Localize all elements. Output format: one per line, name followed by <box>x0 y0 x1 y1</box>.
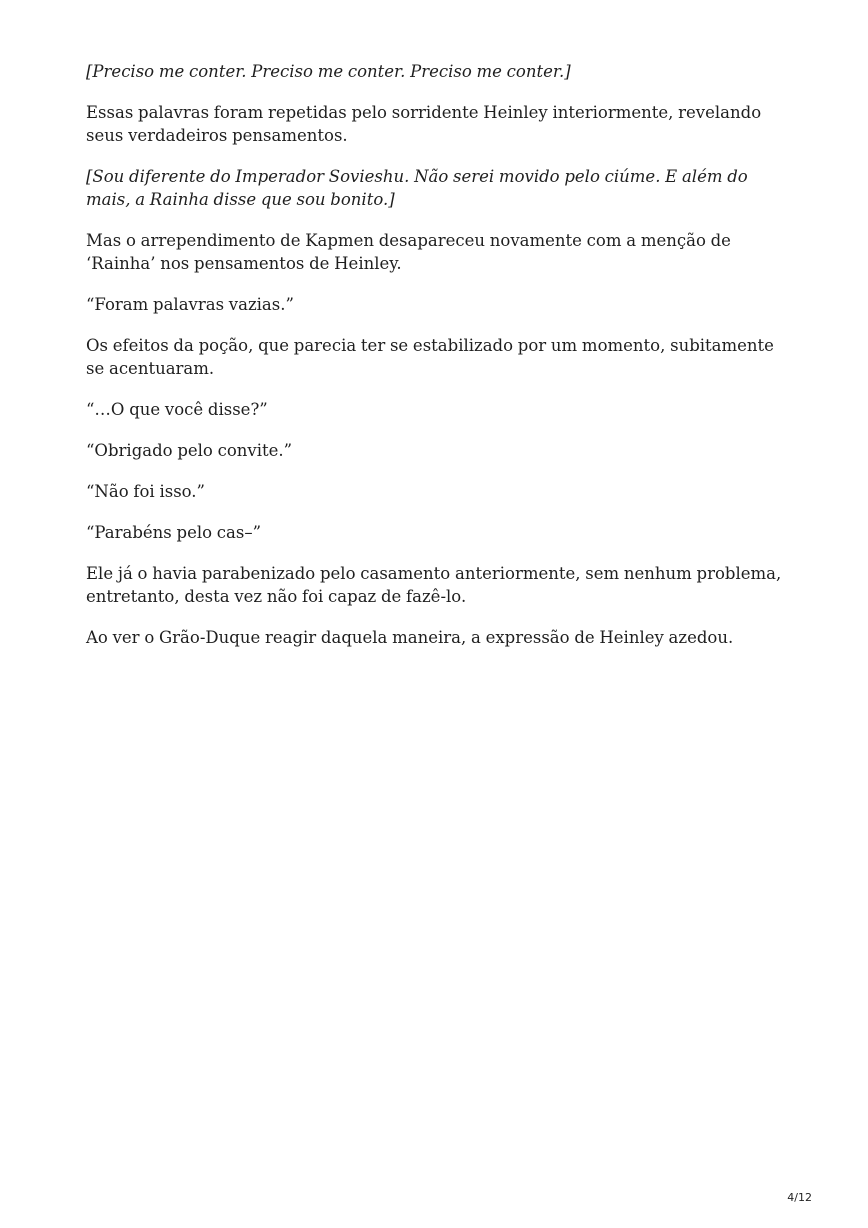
document-body <box>86 60 786 667</box>
paragraph-dialogue-4: “Não foi isso.” <box>86 482 205 501</box>
paragraph-narration-5: Ao ver o Grão-Duque reagir daquela maneira, a expressão de Heinley azedou. <box>86 628 734 647</box>
paragraph-dialogue-1: “Foram palavras vazias.” <box>86 295 294 314</box>
paragraph-narration-2: Mas o arrependimento de Kapmen desapareceu novamente com a menção de ‘Rainha’ nos pensamentos de Heinley. <box>86 231 731 273</box>
paragraph-thought-2: [Sou diferente do Imperador Sovieshu. Não serei movido pelo ciúme. E além do mais, a Rainha disse que sou bonito.] <box>86 167 748 209</box>
paragraph-dialogue-2: “…O que você disse?” <box>86 400 268 419</box>
paragraph-narration-3: Os efeitos da poção, que parecia ter se estabilizado por um momento, subitamente se acentuaram. <box>86 336 774 378</box>
paragraph-thought-1: [Preciso me conter. Preciso me conter. Preciso me conter.] <box>86 62 571 81</box>
page-number: 4/12 <box>787 1191 812 1204</box>
paragraph-dialogue-5: “Parabéns pelo cas–” <box>86 523 262 542</box>
paragraph-narration-1: Essas palavras foram repetidas pelo sorridente Heinley interiormente, revelando seus verdadeiros pensamentos. <box>86 103 762 145</box>
paragraph-dialogue-3: “Obrigado pelo convite.” <box>86 441 293 460</box>
paragraph-narration-4: Ele já o havia parabenizado pelo casamento anteriormente, sem nenhum problema, entretanto, desta vez não foi capaz de fazê-lo. <box>86 564 782 606</box>
